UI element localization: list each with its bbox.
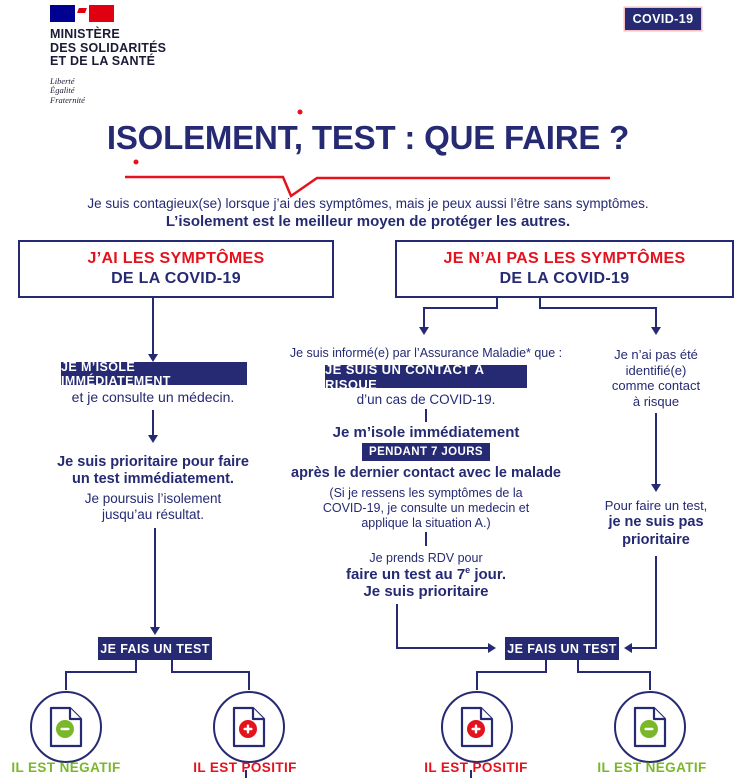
after-last-contact-text: après le dernier contact avec le malade (291, 465, 561, 481)
not-identified-line3: comme contact (611, 378, 701, 393)
ministry-name-line: DES SOLIDARITÉS (50, 40, 167, 55)
page-title: ISOLEMENT, TEST : QUE FAIRE ? (106, 119, 630, 156)
motto-line: Égalité (50, 85, 75, 95)
not-priority-line1: je ne suis pas (608, 514, 704, 530)
document-minus-icon (633, 706, 667, 748)
ministry-name-line: ET DE LA SANTÉ (50, 54, 156, 68)
not-priority-intro-text: Pour faire un test, (604, 498, 708, 513)
not-priority-text (581, 513, 731, 549)
not-identified-line2: identifié(e) (625, 362, 687, 378)
informed-by-insurance-text: Je suis informé(e) par l’Assurance Maladie* que : (289, 346, 563, 360)
negative-result-label: IL EST NEGATIF (597, 760, 707, 775)
asymptomatic-header-line1: JE N’AI PAS LES SYMPTÔMES (443, 250, 686, 267)
continue-isolation-text (3, 491, 303, 522)
not-priority-line2: prioritaire (622, 532, 690, 548)
continue-isolation-line1: Je poursuis l’isolement (84, 491, 222, 506)
priority-test-line2: un test immédiatement. (72, 471, 234, 487)
positive-result-label: IL EST POSITIF (424, 760, 528, 775)
document-minus-icon (49, 706, 83, 748)
book-appointment-text: Je prends RDV pour (369, 551, 483, 565)
positive-result-circle (213, 691, 285, 763)
priority-test-text (3, 454, 303, 488)
french-flag-icon (50, 5, 114, 22)
consult-doctor-text: et je consulte un médecin. (71, 389, 235, 405)
test-day-7-sup: e (465, 565, 471, 575)
i-am-priority-text: Je suis prioritaire (363, 583, 489, 600)
test-day-7-text (276, 565, 576, 583)
asymptomatic-header-line2: DE LA COVID-19 (499, 270, 630, 287)
do-test-badge-left: JE FAIS UN TEST (98, 637, 212, 660)
of-covid-case-text: d’un cas de COVID-19. (356, 392, 496, 407)
motto-line: Liberté (50, 75, 75, 86)
situation-a-note-line2: COVID-19, je consulte un medecin et (322, 501, 530, 515)
test-day-7-pre: faire un test au 7 (345, 566, 466, 583)
isolate-immediately-text: Je m’isole immédiatement (332, 424, 520, 441)
do-test-badge-right: JE FAIS UN TEST (505, 637, 619, 660)
document-plus-icon (232, 706, 266, 748)
negative-result-circle (614, 691, 686, 763)
covid-19-badge: COVID-19 (625, 8, 701, 30)
test-day-7-post: jour. (470, 566, 507, 583)
isolate-immediately-badge: JE M’ISOLE IMMÉDIATEMENT (61, 362, 247, 385)
positive-result-label: IL EST POSITIF (193, 760, 297, 775)
intro-line-2: L’isolement est le meilleur moyen de protéger les autres. (165, 213, 571, 230)
positive-result-circle (441, 691, 513, 763)
contact-at-risk-badge: JE SUIS UN CONTACT À RISQUE (325, 365, 527, 388)
negative-result-label: IL EST NEGATIF (11, 760, 121, 775)
asymptomatic-header-box (395, 240, 734, 298)
symptomatic-header-box (18, 240, 334, 298)
ministry-logo (50, 5, 166, 105)
priority-test-line1: Je suis prioritaire pour faire (57, 454, 249, 470)
document-plus-icon (460, 706, 494, 748)
not-identified-text (581, 347, 731, 409)
negative-result-circle (30, 691, 102, 763)
motto-line: Fraternité (50, 94, 85, 105)
symptomatic-header-line1: J’AI LES SYMPTÔMES (87, 250, 265, 267)
ministry-name-line: MINISTÈRE (50, 27, 120, 41)
symptomatic-header-line2: DE LA COVID-19 (111, 270, 241, 287)
not-identified-line1: Je n’ai pas été (614, 347, 698, 362)
continue-isolation-line2: jusqu’au résultat. (101, 506, 205, 522)
situation-a-note (276, 486, 576, 531)
not-identified-line4: à risque (632, 393, 680, 409)
during-7-days-badge: PENDANT 7 JOURS (362, 443, 490, 461)
situation-a-note-line3: applique la situation A.) (361, 516, 491, 530)
intro-line-1: Je suis contagieux(se) lorsque j’ai des symptômes, mais je peux aussi l’être sans symptômes. (87, 196, 649, 211)
situation-a-note-line1: (Si je ressens les symptômes de la (329, 486, 523, 500)
